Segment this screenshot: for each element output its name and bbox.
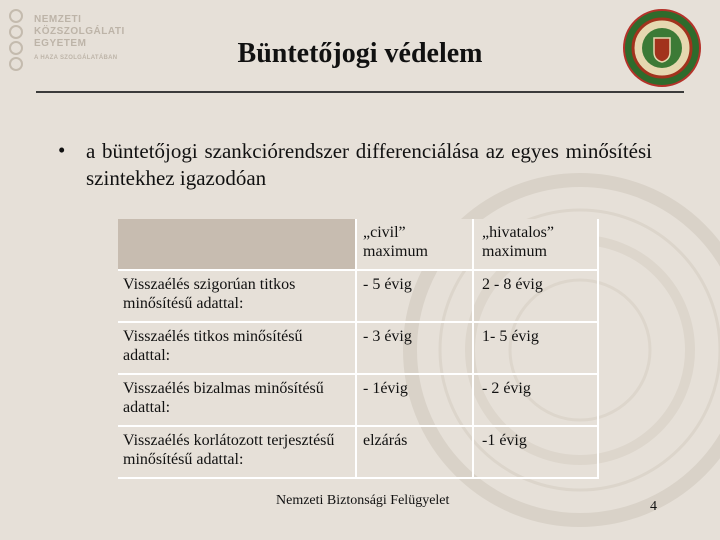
- table-header-row: [118, 219, 598, 270]
- logo-tagline: A HAZA SZOLGÁLATÁBAN: [34, 55, 118, 61]
- bullet-text: a büntetőjogi szankciórendszer differenciálása az egyes minősítési szintekhez igazodóan: [86, 139, 652, 190]
- official-max-cell: 1- 5 évig: [473, 322, 598, 374]
- column-header-official: „hivatalos” maximum: [473, 219, 598, 270]
- row-label: Visszaélés bizalmas minősítésű adattal:: [118, 374, 356, 426]
- table-row: [118, 426, 598, 478]
- row-label: Visszaélés szigorúan titkos minősítésű adattal:: [118, 270, 356, 322]
- logo-line-1: NEMZETI: [34, 14, 82, 25]
- table-row: [118, 322, 598, 374]
- logo-line-3: EGYETEM: [34, 38, 87, 49]
- penalty-table: [118, 219, 599, 479]
- footer-text: Nemzeti Biztonsági Felügyelet: [276, 493, 450, 508]
- official-max-cell: -1 évig: [473, 426, 598, 478]
- page-number: 4: [650, 499, 657, 514]
- column-header-civil: „civil” maximum: [356, 219, 473, 270]
- logo-line-2: KÖZSZOLGÁLATI: [34, 26, 125, 37]
- civil-max-cell: - 5 évig: [356, 270, 473, 322]
- civil-max-cell: - 1évig: [356, 374, 473, 426]
- official-max-cell: 2 - 8 évig: [473, 270, 598, 322]
- civil-max-cell: elzárás: [356, 426, 473, 478]
- civil-max-cell: - 3 évig: [356, 322, 473, 374]
- slide-title: Büntetőjogi védelem: [237, 38, 483, 69]
- table-row: [118, 270, 598, 322]
- table-row: [118, 374, 598, 426]
- official-max-cell: - 2 évig: [473, 374, 598, 426]
- row-label: Visszaélés titkos minősítésű adattal:: [118, 322, 356, 374]
- bullet-icon: •: [58, 138, 66, 162]
- header-empty-cell: [118, 219, 356, 270]
- row-label: Visszaélés korlátozott terjesztésű minősítésű adattal:: [118, 426, 356, 478]
- title-divider: [36, 91, 684, 93]
